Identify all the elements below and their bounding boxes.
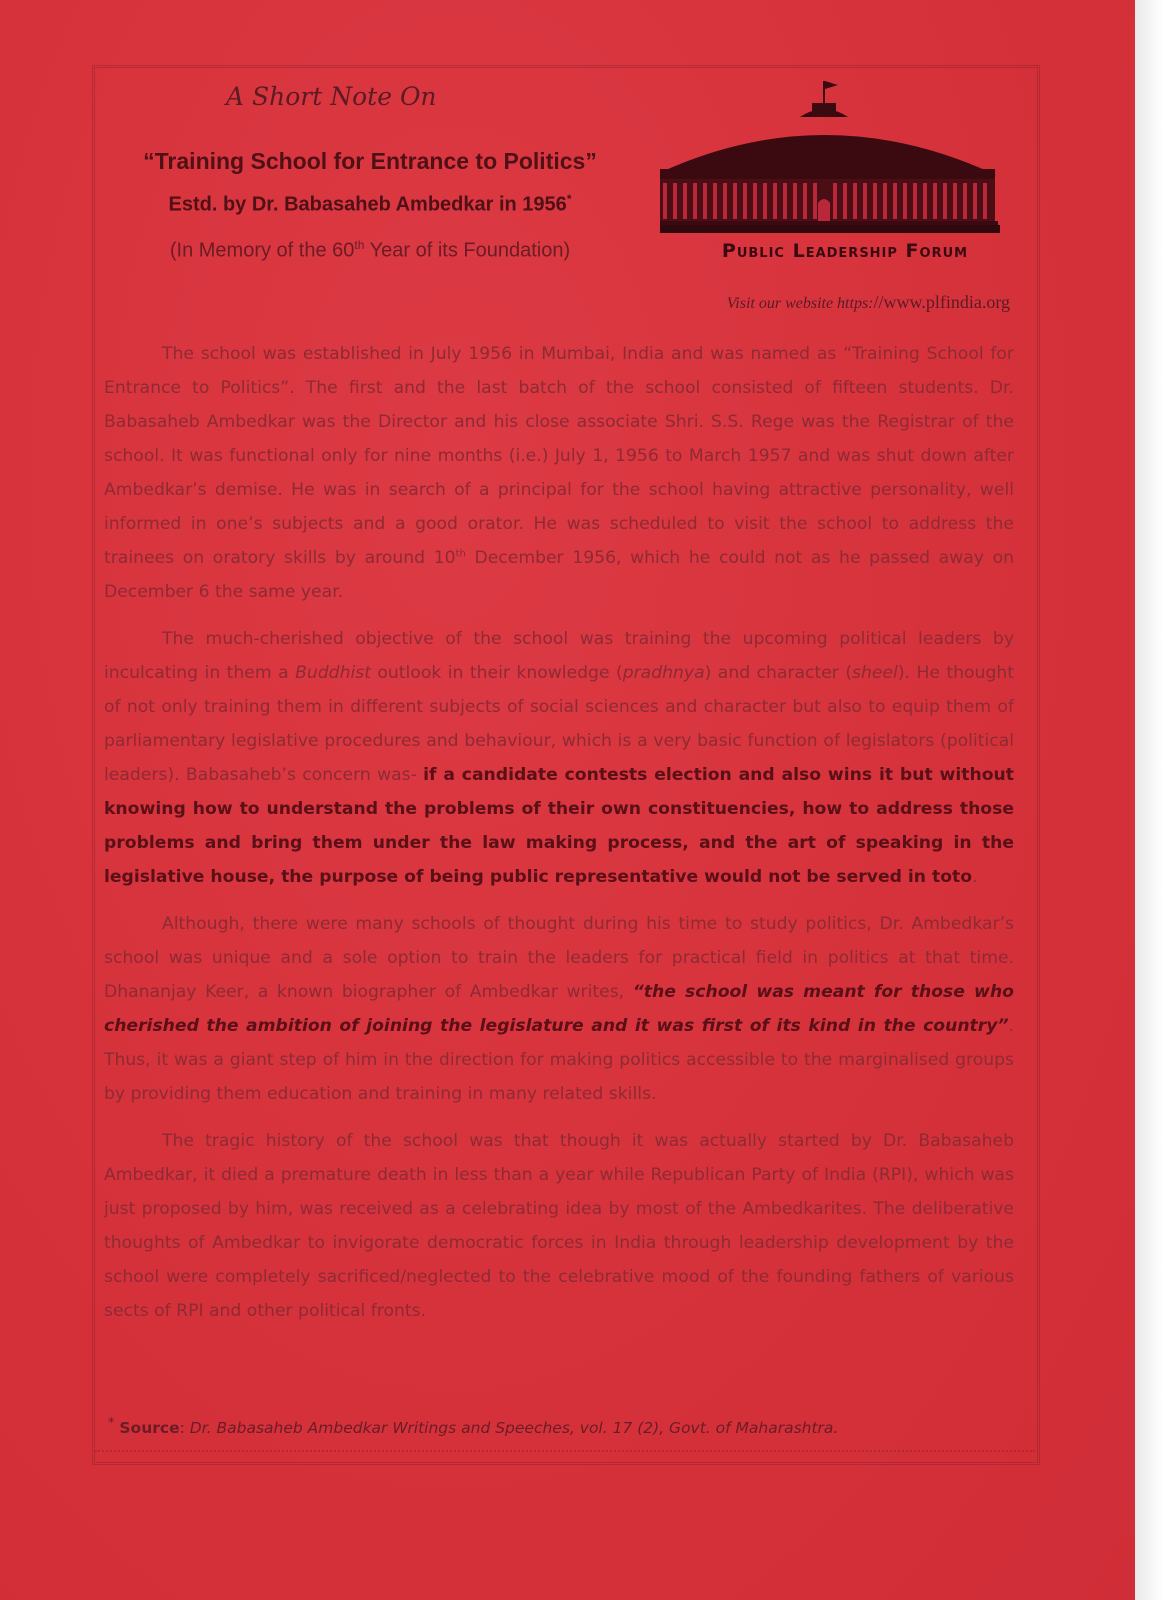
document-title: “Training School for Entrance to Politics”: [143, 148, 597, 174]
p2-emphasis: if a candidate contests election and also wins it but without knowing how to understand the problems of their own constituencies, how to address those problems and bring them under the law making process, and the art of speaking in the legislative house, the purpose of being public representative would not be served in toto: [104, 765, 1014, 887]
memory-line: [100, 238, 640, 263]
footnote-mark: *: [108, 1416, 115, 1431]
footnote: [108, 1416, 1008, 1437]
p2-pradhnya: pradhnya: [622, 663, 705, 683]
p2-buddhist: Buddhist: [295, 663, 371, 683]
p3-quote: “the school was meant for those who cherished the ambition of joining the legislature and it was first of its kind in the country”: [104, 982, 1014, 1036]
scan-edge: [1135, 0, 1163, 1600]
paragraph-1: [104, 337, 1014, 609]
memory-pre: (In Memory of the 60: [169, 239, 355, 262]
footnote-colon: :: [179, 1419, 190, 1438]
document-subtitle: [100, 192, 640, 217]
p1-sup: th: [455, 548, 466, 560]
paragraph-4: The tragic history of the school was that though it was actually started by Dr. Babasaheb Ambedkar, it died a premature death in less than a year while Republican Party of India (RPI), which was just proposed by him, was received as a celebrating idea by most of the Ambedkarites. The deliberative thoughts of Ambedkar to invigorate democratic forces in India through leadership development by the school were completely sacrificed/neglected to the celebrative mood of the founding fathers of various sects of RPI and other political fronts.: [104, 1131, 1014, 1321]
short-note-heading: A Short Note On: [226, 82, 437, 111]
p2-text-e: ) and character (: [704, 663, 853, 683]
website-line: [560, 292, 1010, 313]
subtitle-text: Estd. by Dr. Babasaheb Ambedkar in 1956: [168, 193, 567, 216]
footnote-reference: Dr. Babasaheb Ambedkar Writings and Speeches, vol. 17 (2), Govt. of Maharashtra.: [189, 1419, 839, 1438]
paragraph-2: [104, 622, 1014, 894]
p2-sheel: sheel: [852, 663, 898, 683]
p2-text-a: The much-cherished objective of the school was training the upcoming political leaders by inculcating in them a: [104, 629, 1014, 683]
memory-sup: th: [354, 238, 365, 252]
p1-text: The school was established in July 1956 in Mumbai, India and was named as “Training School for Entrance to Politics”. The first and the last batch of the school consisted of fifteen students. Dr. Babasaheb Ambedkar was the Director and his close associate Shri. S.S. Rege was the Registrar of the school. It was functional only for nine months (i.e.) July 1, 1956 to March 1957 and was shut down after Ambedkar’s demise. He was in search of a principal for the school having attractive personality, well informed in one’s subjects and a good orator. He was scheduled to visit the school to address the trainees on oratory skills by around 10: [104, 344, 1014, 568]
paragraph-3: [104, 907, 1014, 1111]
p2-text-g: ). He thought of not only training them in different subjects of social sciences and character but also to equip them of parliamentary legislative procedures and behaviour, which is a very basic function of legislators (political leaders). Babasaheb’s concern was-: [104, 663, 1014, 785]
website-link[interactable]: //www.plfindia.org: [873, 292, 1010, 312]
footnote-marker: *: [566, 192, 572, 206]
website-lead: Visit our website https:: [726, 295, 874, 312]
p1-text-end: December 1956, which he could not as he passed away on December 6 the same year.: [104, 548, 1014, 602]
p3-text-b: . Thus, it was a giant step of him in the direction for making politics accessible to the marginalised groups by providing them education and training in many related skills.: [104, 1016, 1014, 1104]
p2-text-c: outlook in their knowledge (: [370, 663, 623, 683]
forum-name: Public Leadership Forum: [721, 240, 969, 262]
memory-post: Year of its Foundation): [364, 239, 571, 262]
document-body: [104, 337, 1014, 1341]
footnote-label: Source: [119, 1419, 180, 1438]
p2-end: .: [972, 867, 978, 887]
p3-text-a: Although, there were many schools of thought during his time to study politics, Dr. Ambedkar’s school was unique and a sole option to train the leaders for practical field in politics at that time. Dhananjay Keer, a known biographer of Ambedkar writes,: [104, 914, 1014, 1002]
bottom-border-rule: [95, 1450, 1035, 1452]
